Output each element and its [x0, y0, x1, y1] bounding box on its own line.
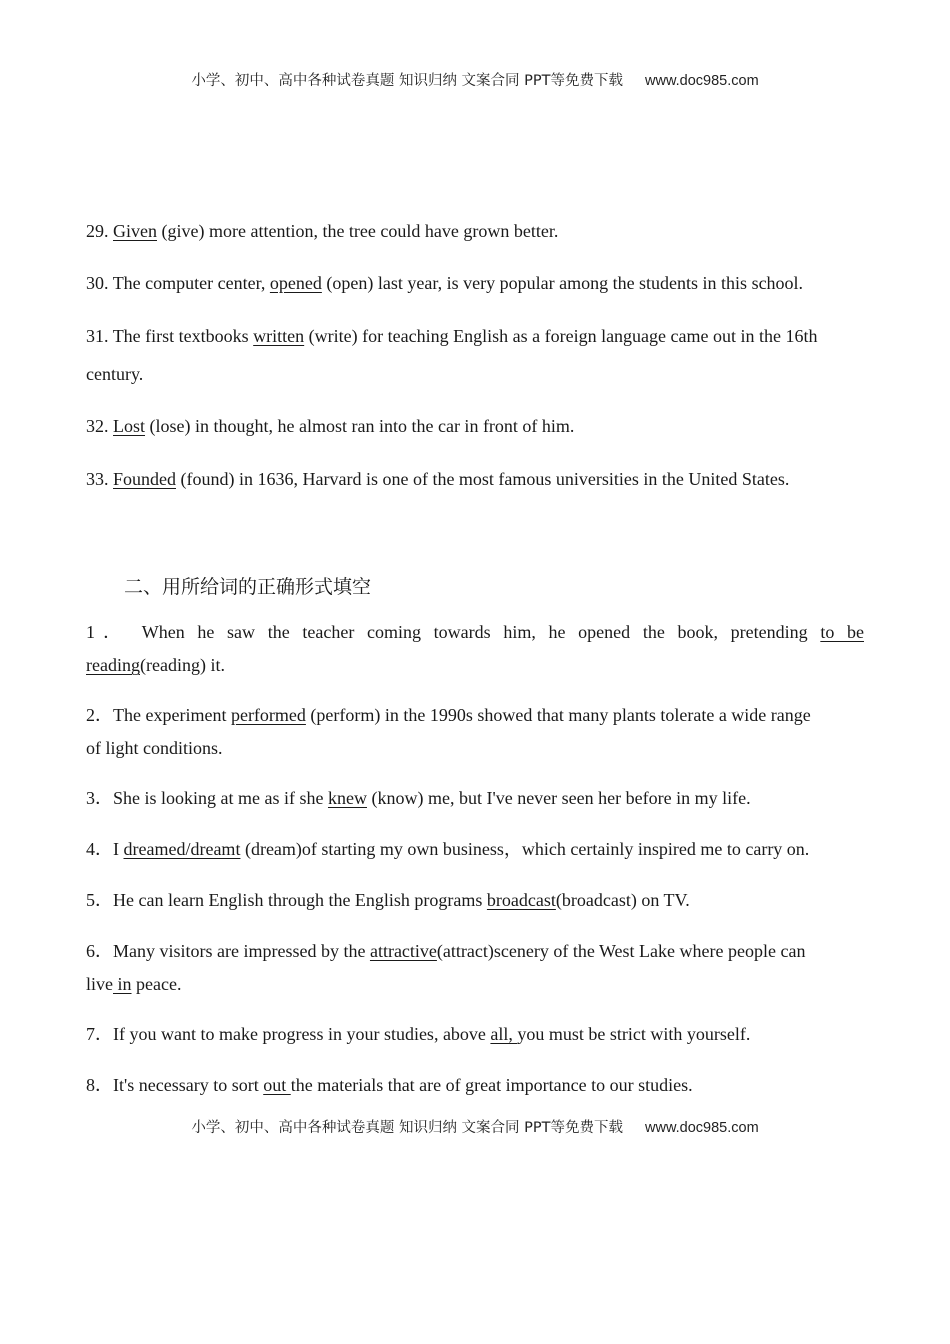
answer-8: out: [263, 1075, 291, 1095]
answer-29: Given: [113, 221, 157, 241]
answer-1b: reading: [86, 655, 140, 675]
answer-1a: to be: [820, 622, 864, 642]
section-title: 二、用所给词的正确形式填空: [124, 576, 372, 598]
question-5: 5．He can learn English through the English programs broadcast(broadcast) on TV.: [86, 890, 690, 910]
question-2: 2．The experiment performed (perform) in the 1990s showed that many plants tolerate a wide range: [86, 705, 811, 725]
footer-text: 小学、初中、高中各种试卷真题 知识归纳 文案合同 PPT等免费下载: [191, 1120, 624, 1136]
question-6: 6．Many visitors are impressed by the attractive(attract)scenery of the West Lake where people can: [86, 941, 806, 961]
question-7: 7．If you want to make progress in your studies, above all, you must be strict with yourself.: [86, 1024, 751, 1044]
question-31-continued: century.: [86, 364, 144, 384]
answer-5: broadcast: [486, 890, 556, 910]
question-6-continued: live in peace.: [86, 974, 182, 994]
question-4: 4．I dreamed/dreamt (dream)of starting my own business，which certainly inspired me to carry on.: [86, 839, 810, 859]
question-1-continued: reading(reading) it.: [86, 655, 225, 675]
answer-2: performed: [230, 705, 306, 725]
answer-30: opened: [269, 273, 322, 293]
answer-33: Founded: [113, 469, 176, 489]
header-url[interactable]: www.doc985.com: [645, 73, 759, 89]
question-2-continued: of light conditions.: [86, 738, 223, 758]
answer-31: written: [253, 326, 305, 346]
answer-4: dreamed/dreamt: [123, 839, 241, 859]
question-31: 31. The first textbooks written (write) for teaching English as a foreign language came out in the 16th: [86, 326, 818, 346]
question-33: 33. Founded (found) in 1636, Harvard is one of the most famous universities in the United States.: [86, 469, 790, 489]
footer-url[interactable]: www.doc985.com: [645, 1120, 759, 1136]
answer-3: knew: [327, 788, 367, 808]
answer-32: Lost: [113, 416, 146, 436]
question-30: 30. The computer center, opened (open) last year, is very popular among the students in this school.: [86, 273, 804, 293]
question-29: 29. Given (give) more attention, the tree could have grown better.: [86, 221, 559, 241]
answer-6: attractive: [369, 941, 437, 961]
question-3: 3．She is looking at me as if she knew (know) me, but I've never seen her before in my life.: [86, 788, 751, 808]
question-8: 8．It's necessary to sort out the materials that are of great importance to our studies.: [86, 1075, 693, 1095]
question-32: 32. Lost (lose) in thought, he almost ran into the car in front of him.: [86, 416, 575, 436]
question-1: 1． When he saw the teacher coming towards him, he opened the book, pretending to be: [86, 622, 864, 642]
answer-6b: in: [113, 974, 132, 994]
header-text: 小学、初中、高中各种试卷真题 知识归纳 文案合同 PPT等免费下载: [191, 73, 624, 89]
page-footer: [0, 1116, 950, 1137]
page-header: [0, 69, 950, 90]
answer-7: all,: [490, 1024, 518, 1044]
